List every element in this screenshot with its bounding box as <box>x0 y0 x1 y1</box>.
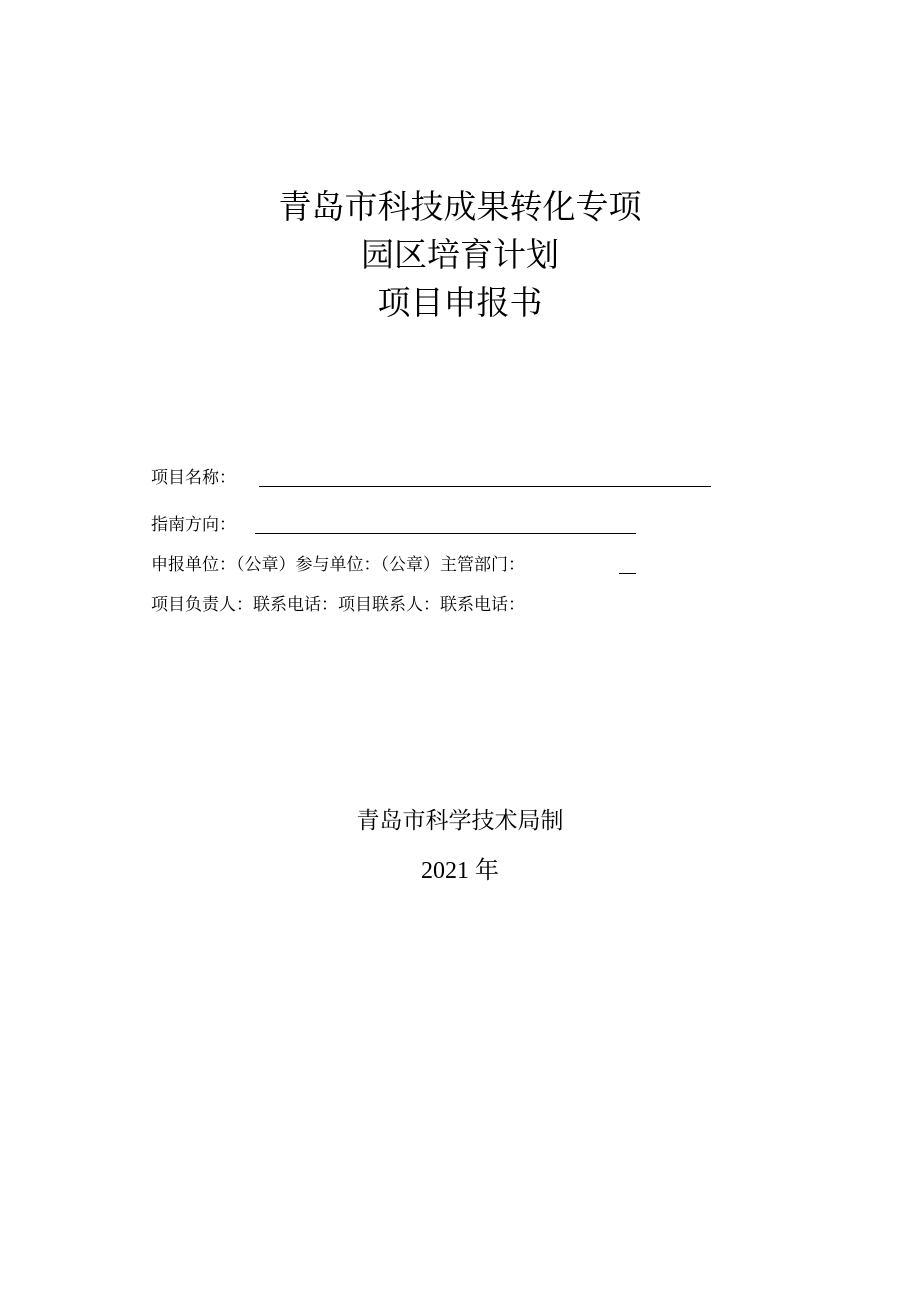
project-name-label: 项目名称： <box>151 468 236 488</box>
guide-direction-label: 指南方向： <box>151 515 236 535</box>
year-text: 2021 年 <box>421 858 499 884</box>
guide-direction-blank-line <box>255 533 636 534</box>
contacts-line: 项目负责人：联系电话：项目联系人：联系电话： <box>151 595 525 615</box>
project-name-blank-line <box>259 486 711 487</box>
issuer-text: 青岛市科学技术局制 <box>356 808 564 834</box>
title-line-2: 园区培育计划 <box>361 235 559 274</box>
units-line: 申报单位：（公章）参与单位：（公章）主管部门： <box>151 555 525 575</box>
title-line-1: 青岛市科技成果转化专项 <box>278 187 642 226</box>
title-line-3: 项目申报书 <box>377 283 543 322</box>
department-blank-line <box>619 573 636 574</box>
